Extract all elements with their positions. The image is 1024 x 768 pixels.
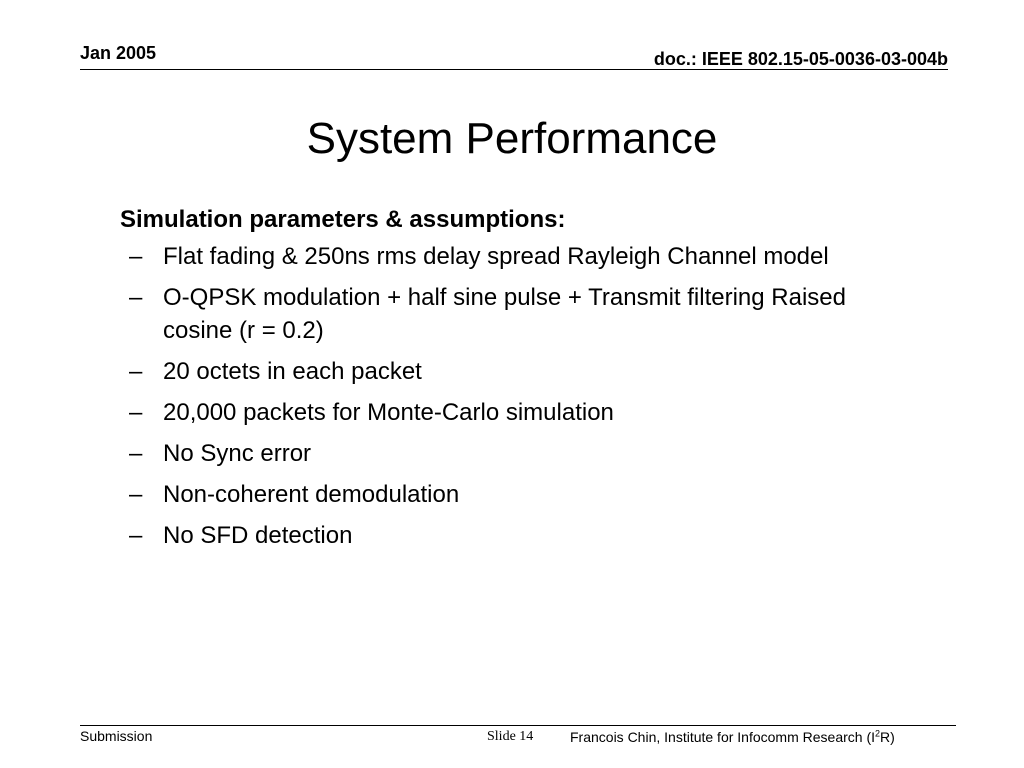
bullet-item bbox=[120, 478, 910, 511]
bullet-text: 20 octets in each packet bbox=[163, 358, 422, 385]
bullet-text: Flat fading & 250ns rms delay spread Rayleigh Channel model bbox=[163, 243, 829, 270]
dash-marker: – bbox=[129, 481, 143, 508]
slide-number bbox=[487, 728, 533, 746]
bullet-item bbox=[120, 240, 910, 273]
document-id: doc.: IEEE 802.15-05-0036-03-004b bbox=[653, 49, 948, 69]
header-date: Jan 2005 bbox=[80, 43, 157, 63]
footer-divider bbox=[80, 725, 956, 726]
slide-label: Slide bbox=[487, 729, 516, 744]
dash-marker: – bbox=[129, 284, 143, 311]
bullet-item bbox=[120, 355, 910, 388]
author-text-end: R) bbox=[880, 729, 895, 745]
slide-title: System Performance bbox=[306, 114, 718, 163]
bullet-text: Non-coherent demodulation bbox=[163, 481, 460, 508]
dash-marker: – bbox=[129, 440, 143, 467]
dash-marker: – bbox=[129, 399, 143, 426]
bullet-item bbox=[120, 437, 910, 470]
dash-marker: – bbox=[129, 522, 143, 549]
bullet-item bbox=[120, 281, 910, 347]
slide-body bbox=[120, 202, 910, 560]
bullet-list bbox=[120, 240, 910, 552]
footer-submission: Submission bbox=[80, 728, 153, 744]
section-heading: Simulation parameters & assumptions: bbox=[120, 206, 566, 233]
bullet-item bbox=[120, 519, 910, 552]
bullet-item bbox=[120, 396, 910, 429]
bullet-text: No SFD detection bbox=[163, 522, 353, 549]
header-divider bbox=[80, 69, 948, 70]
footer-author bbox=[570, 728, 895, 746]
dash-marker: – bbox=[129, 243, 143, 270]
bullet-text: O-QPSK modulation + half sine pulse + Transmit filtering Raised cosine (r = 0.2) bbox=[163, 284, 846, 344]
author-superscript: 2 bbox=[875, 728, 881, 739]
bullet-text: No Sync error bbox=[163, 440, 312, 467]
dash-marker: – bbox=[129, 358, 143, 385]
author-text: Francois Chin, Institute for Infocomm Research (I bbox=[570, 729, 875, 745]
bullet-text: 20,000 packets for Monte-Carlo simulation bbox=[163, 399, 614, 426]
slide-number-value: 14 bbox=[519, 729, 534, 744]
